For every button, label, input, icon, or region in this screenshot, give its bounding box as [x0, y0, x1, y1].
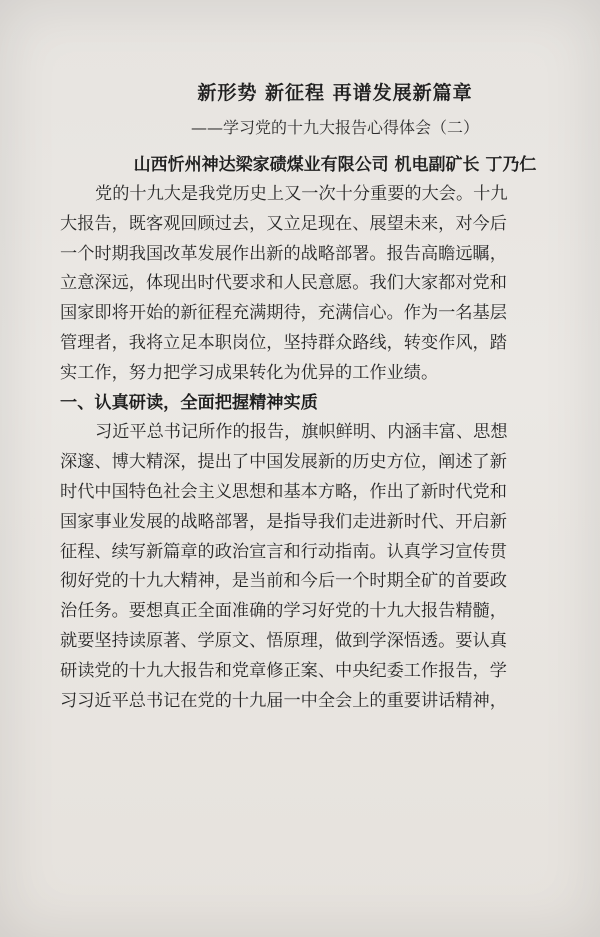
text-line: 党的十九大是我党历史上又一次十分重要的大会。十九 [95, 184, 508, 204]
text-line: 实工作，努力把学习成果转化为优异的工作业绩。 [60, 362, 439, 383]
text-line: 立意深远，体现出时代要求和人民意愿。我们大家都对党和 [60, 273, 507, 294]
text-line: 治任务。要想真正全面准确的学习好党的十九大报告精髓， [60, 601, 507, 622]
text-line: 管理者，我将立足本职岗位，坚持群众路线，转变作风，踏 [60, 332, 507, 353]
document-subtitle: ——学习党的十九大报告心得体会（二） [190, 118, 479, 137]
text-line: 大报告，既客观回顾过去，又立足现在、展望未来，对今后 [60, 213, 507, 234]
document-body [60, 180, 580, 716]
text-line: 深邃、博大精深，提出了中国发展新的历史方位，阐述了新 [60, 452, 507, 473]
text-line: 征程、续写新篇章的政治宣言和行动指南。认真学习宣传贯 [60, 541, 507, 562]
document-title: 新形势 新征程 再谱发展新篇章 [197, 82, 473, 104]
text-line: 一个时期我国改革发展作出新的战略部署。报告高瞻远瞩， [60, 243, 507, 264]
text-line: 就要坚持读原著、学原文、悟原理，做到学深悟透。要认真 [60, 630, 507, 651]
text-line: 习近平总书记所作的报告，旗帜鲜明、内涵丰富、思想 [95, 422, 508, 443]
text-line: 时代中国特色社会主义思想和基本方略，作出了新时代党和 [60, 481, 507, 502]
text-line: 习习近平总书记在党的十九届一中全会上的重要讲话精神， [60, 690, 507, 711]
text-line: 国家即将开始的新征程充满期待，充满信心。作为一名基层 [60, 303, 507, 324]
section-heading: 一、认真研读，全面把握精神实质 [60, 392, 318, 413]
document-author: 山西忻州神达梁家碛煤业有限公司 机电副矿长 丁乃仁 [133, 155, 537, 175]
text-line: 国家事业发展的战略部署，是指导我们走进新时代、开启新 [60, 511, 507, 532]
text-line: 彻好党的十九大精神，是当前和今后一个时期全矿的首要政 [60, 571, 507, 592]
text-line: 研读党的十九大报告和党章修正案、中央纪委工作报告，学 [60, 660, 507, 681]
